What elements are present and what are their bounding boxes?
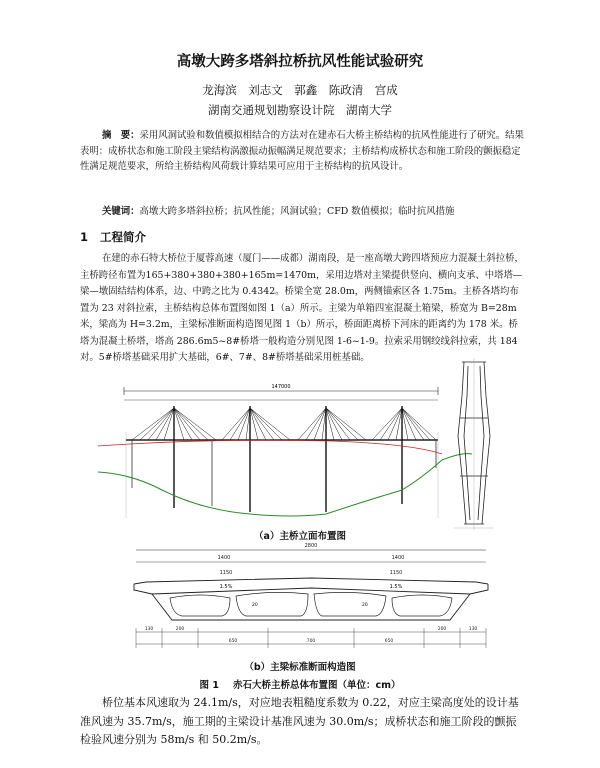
section-left-half: 1400 <box>217 555 231 561</box>
bottom-dim-7: 130 <box>468 627 478 632</box>
affiliations: 湖南交通规划勘察设计院 湖南大学 <box>208 103 392 117</box>
cable-fans <box>132 408 436 440</box>
slope-left: 1.5% <box>219 584 233 590</box>
total-length-label: 147000 <box>271 384 291 390</box>
elevation-top-dimension <box>124 384 438 400</box>
keywords-label: 关键词： <box>102 206 140 217</box>
girder-section-figure <box>126 542 496 654</box>
bottom-dim-1: 130 <box>144 627 154 632</box>
bottom-dim-4: 700 <box>306 639 316 644</box>
figure-caption-a: （a）主桥立面布置图 <box>254 531 346 542</box>
abstract <box>80 128 524 175</box>
figure-number: 图 1 <box>199 680 219 691</box>
authors: 龙海滨 刘志文 郭鑫 陈政清 宫成 <box>202 83 398 97</box>
paper-title: 高墩大跨多塔斜拉桥抗风性能试验研究 <box>176 54 424 70</box>
bridge-elevation-figure <box>92 378 512 528</box>
tower-side-view <box>450 356 500 532</box>
lane-left-width: 1150 <box>219 570 233 576</box>
section-title: 工程简介 <box>100 230 147 244</box>
keywords <box>102 203 522 217</box>
girder-outline <box>134 578 488 620</box>
bottom-dim-5: 650 <box>384 639 394 644</box>
figure-1-caption <box>0 677 600 691</box>
section-number: 1 <box>80 230 89 244</box>
body-paragraph-2: 桥位基本风速取为 24.1m/s，对应地表粗糙度系数为 0.22，对应主梁高度处的设计基准风速为 35.7m/s，施工期的主梁设计基准风速为 30.0m/s；成桥状态和施工阶段的颤振检验风速分别为 58m/s 和 50.2m/s。 <box>80 696 519 746</box>
slope-right: 1.5% <box>389 584 403 590</box>
bottom-dim-6: 200 <box>437 627 447 632</box>
web-left: 20 <box>252 603 258 608</box>
piers <box>132 440 436 506</box>
figure-title: 赤石大桥主桥总体布置图（单位：cm） <box>232 680 401 691</box>
web-right: 20 <box>362 603 368 608</box>
lane-right-width: 1150 <box>389 570 403 576</box>
abstract-label: 摘 要： <box>102 130 140 141</box>
towers <box>174 406 402 512</box>
bottom-dim-3: 650 <box>228 639 238 644</box>
box-cells <box>170 592 452 616</box>
section-heading <box>80 229 146 245</box>
section-right-half: 1400 <box>391 555 405 561</box>
body-paragraph-1: 在建的赤石特大桥位于厦蓉高速（厦门——成都）湖南段，是一座高墩大跨四塔预应力混凝土斜拉桥，主桥跨径布置为165+380+380+380+165m=1470m，采用边塔对主梁提供竖向、横向支承、中塔塔—梁—墩固结结构体系，边、中跨之比为 0.4342。桥梁全宽 28.0m，两侧锚索区各 1.75m。主桥各塔均布置为 23 对斜拉索，主桥结构总体布置图如图 1（a）所示。主梁为单箱四室混凝土箱梁，桥宽为 B=28m 米，梁高为 H=3.2m，主梁标准断面构造图见图 1（b）所示，桥面距离桥下河床的距离约为 178 米。桥塔为混凝土桥塔，塔高 286.6m5~8#桥塔一般构造分别见图 1-6~1-9。拉索采用钢绞线斜拉索，共 184 对。5#桥塔基础采用扩大基础，6#、7#、8#桥塔基础采用桩基础。 <box>80 253 524 363</box>
section-bottom-dimensions <box>136 628 486 648</box>
deck-profile-line <box>98 440 442 454</box>
ground-profile <box>98 454 472 516</box>
keywords-text: 高墩大跨多塔斜拉桥；抗风性能；风洞试验；CFD 数值模拟；临时抗风措施 <box>139 206 455 217</box>
bottom-dim-2: 200 <box>175 627 185 632</box>
section-total-width: 2800 <box>304 543 318 549</box>
figure-caption-b: （b）主梁标准断面构造图 <box>244 662 356 673</box>
section-top-dimensions <box>136 543 486 576</box>
abstract-text: 采用风洞试验和数值模拟相结合的方法对在建赤石大桥主桥结构的抗风性能进行了研究。结果表明：成桥状态和施工阶段主梁结构涡激振动振幅满足规范要求；主桥结构成桥状态和施工阶段的颤振稳定性满足规范要求，所给主桥结构风荷载计算结果可应用于主桥结构的抗风设计。 <box>80 130 524 172</box>
